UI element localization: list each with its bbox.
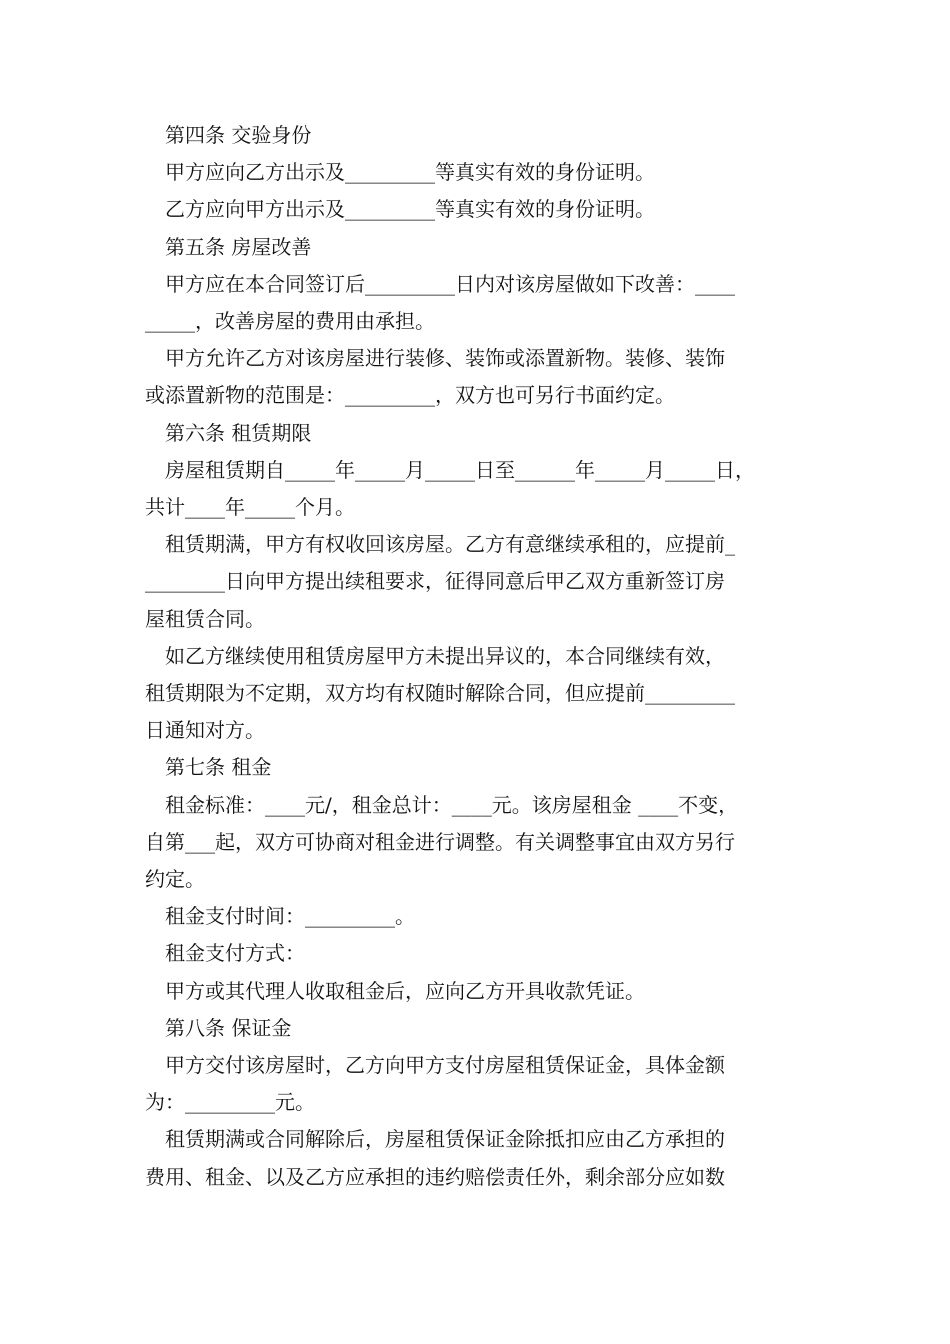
paragraph-line: 为：_________元。	[145, 1090, 315, 1115]
paragraph-line: 甲方应在本合同签订后_________日内对该房屋做如下改善：____	[165, 271, 735, 296]
paragraph-line: _____，改善房屋的费用由承担。	[145, 309, 435, 334]
article-5-heading: 第五条 房屋改善	[165, 234, 312, 259]
paragraph-line: 或添置新物的范围是：_________，双方也可另行书面约定。	[145, 383, 675, 408]
paragraph-line: 租赁期限为不定期，双方均有权随时解除合同，但应提前_________	[145, 681, 735, 706]
paragraph-line: 自第___起，双方可协商对租金进行调整。有关调整事宜由双方另行	[145, 829, 735, 854]
paragraph-line: 租金支付时间：_________。	[165, 904, 415, 929]
paragraph-line: 乙方应向甲方出示及_________等真实有效的身份证明。	[165, 197, 655, 222]
paragraph-line: 租金标准：____元/，租金总计：____元。该房屋租金 ____不变，	[165, 792, 739, 817]
paragraph-line: 甲方交付该房屋时，乙方向甲方支付房屋租赁保证金，具体金额	[165, 1053, 725, 1078]
paragraph-line: 租赁期满，甲方有权收回该房屋。乙方有意继续承租的，应提前_	[165, 532, 735, 557]
article-7-heading: 第七条 租金	[165, 755, 272, 780]
paragraph-line: 租赁期满或合同解除后，房屋租赁保证金除抵扣应由乙方承担的	[165, 1127, 725, 1152]
article-4-heading: 第四条 交验身份	[165, 123, 312, 147]
paragraph-line: 房屋租赁期自_____年_____月_____日至______年_____月_____日，	[165, 457, 755, 482]
article-6-heading: 第六条 租赁期限	[165, 420, 312, 445]
document-body	[145, 117, 810, 1196]
paragraph-line: 甲方允许乙方对该房屋进行装修、装饰或添置新物。装修、装饰	[165, 346, 725, 371]
paragraph-line: 约定。	[145, 867, 205, 892]
paragraph-line: 日通知对方。	[145, 718, 265, 743]
paragraph-line: ________日向甲方提出续租要求，征得同意后甲乙双方重新签订房	[145, 569, 725, 594]
paragraph-line: 共计____年_____个月。	[145, 495, 355, 520]
paragraph-line: 租金支付方式：	[165, 941, 305, 966]
paragraph-line: 甲方或其代理人收取租金后，应向乙方开具收款凭证。	[165, 978, 645, 1003]
paragraph-line: 如乙方继续使用租赁房屋甲方未提出异议的，本合同继续有效，	[165, 643, 725, 668]
paragraph-line: 费用、租金、以及乙方应承担的违约赔偿责任外，剩余部分应如数	[145, 1164, 725, 1189]
paragraph-line: 屋租赁合同。	[145, 606, 265, 631]
article-8-heading: 第八条 保证金	[165, 1015, 292, 1040]
paragraph-line: 甲方应向乙方出示及_________等真实有效的身份证明。	[165, 160, 655, 185]
